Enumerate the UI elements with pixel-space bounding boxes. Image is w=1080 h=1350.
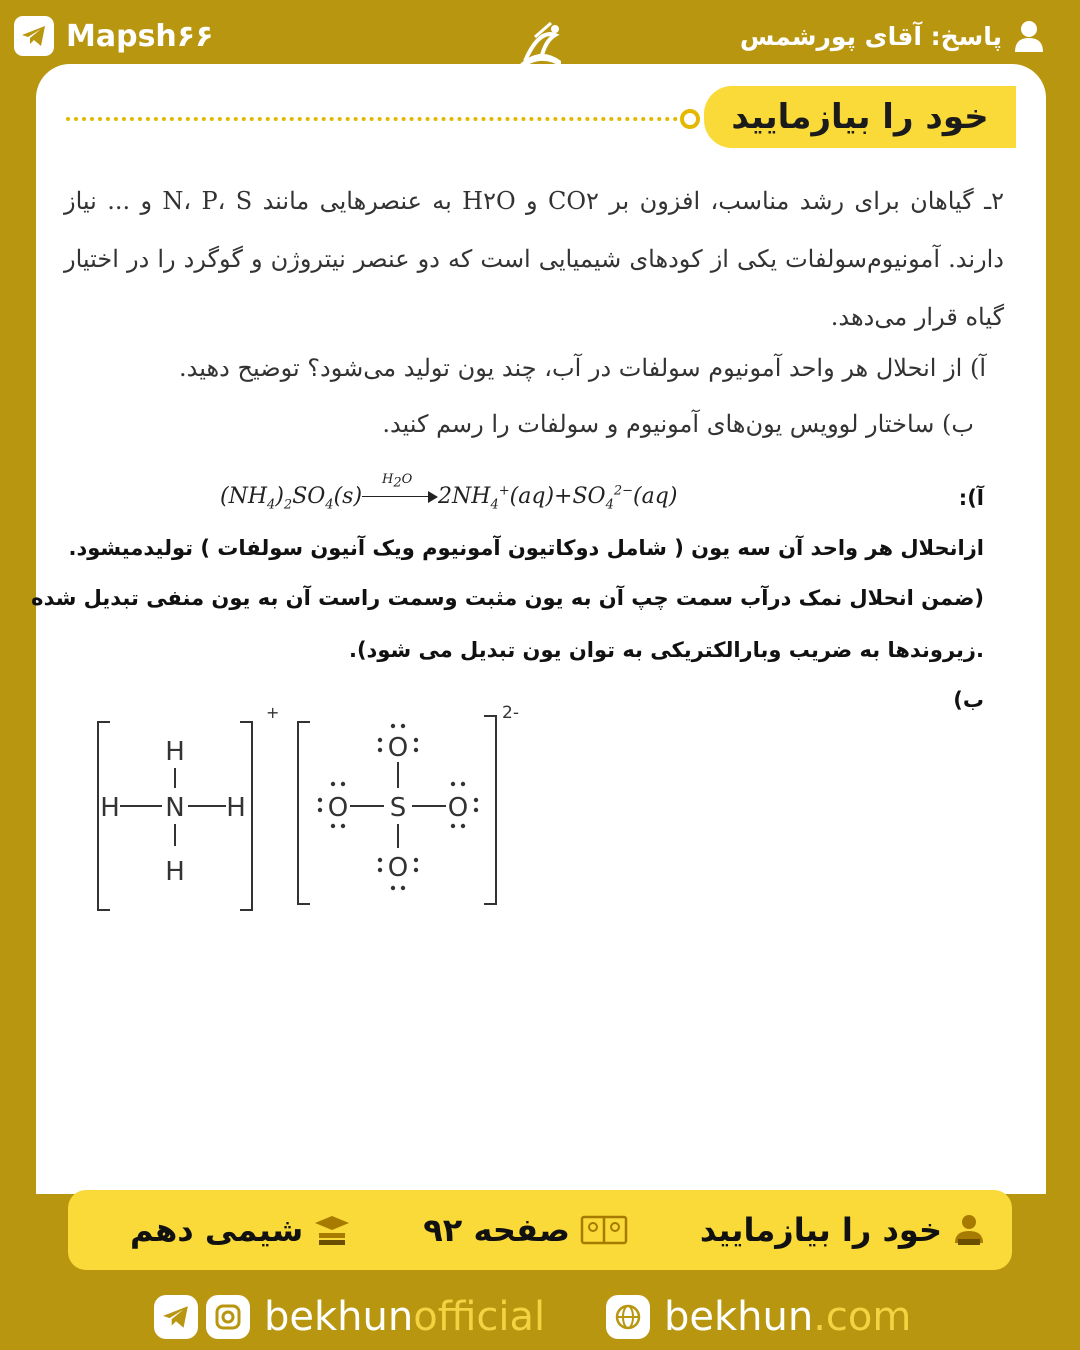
telegram-handle: Mapsh۶۶ (66, 18, 214, 54)
content-card (31, 64, 1046, 1194)
telegram-icon (14, 16, 54, 56)
answer-line-1: ازانحلال هر واحد آن سه یون ( شامل دوکاتیون آمونیوم ویک آنیون سولفات ) تولیدمیشود. (68, 536, 984, 560)
telegram-badge[interactable] (14, 14, 213, 58)
social-handle[interactable] (264, 1294, 545, 1340)
ammonium-center-n: N (165, 793, 185, 823)
footer-bar (68, 1190, 1012, 1270)
sulfate-bottom-o: O (387, 853, 409, 883)
website-url[interactable] (664, 1294, 911, 1340)
social-links[interactable] (154, 1292, 545, 1342)
section-title: خود را بیازمایید (704, 86, 1016, 148)
globe-icon (606, 1295, 650, 1339)
question-part-b: ب) ساختار لوویس یون‌های آمونیوم و سولفات را رسم کنید. (382, 410, 974, 438)
ammonium-bottom-h: H (165, 857, 185, 887)
teacher-icon (952, 1213, 986, 1247)
user-icon (1014, 20, 1044, 52)
dissolution-equation (220, 472, 678, 513)
equation-condition: $H_2O$ (382, 472, 413, 491)
ammonium-left-h: H (100, 793, 120, 823)
sulfate-center-s: S (389, 793, 407, 823)
answer-a-label: آ): (958, 486, 984, 510)
sulfate-left-o: O (327, 793, 349, 823)
reaction-arrow (362, 472, 438, 502)
footer-book-text: شیمی دهم (130, 1211, 304, 1249)
question-paragraph: ۲ـ گیاهان برای رشد مناسب، افزون بر CO۲ و H۲O به عنصرهایی مانند N، P، S و ... نیاز دارند. آمونیوم‌سولفات یکی از کودهای شیمیایی است که دو عنصر نیتروژن و گوگرد را در اختیار گیاه قرار می‌دهد. (64, 187, 1004, 331)
answer-b-label: ب) (953, 688, 984, 712)
answer-by (740, 14, 1044, 58)
answer-by-text: پاسخ: آقای پورشمس (739, 21, 1002, 51)
social-handle-suffix: official (413, 1294, 546, 1340)
instagram-link-icon[interactable] (206, 1295, 250, 1339)
equation-reactant: $(NH_4)_2SO_4(s)$ (220, 484, 363, 513)
telegram-link-icon[interactable] (154, 1295, 198, 1339)
equation-products: $2NH_4^+(aq)+SO_4^{2-}(aq)$ (438, 484, 678, 513)
social-handle-prefix: bekhun (264, 1294, 414, 1340)
section-dotted-line (66, 117, 686, 121)
website-link[interactable] (606, 1292, 911, 1342)
website-url-suffix: .com (813, 1294, 912, 1340)
website-url-prefix: bekhun (664, 1294, 814, 1340)
footer-section (700, 1211, 986, 1249)
answer-line-3: .زیروندها به ضریب وبارالکتریکی به توان یون تبدیل می شود). (348, 638, 984, 662)
book-icon (580, 1213, 628, 1247)
footer-page-text: صفحه ۹۲ (423, 1211, 570, 1249)
lewis-structures (94, 696, 574, 916)
footer-book (130, 1211, 351, 1249)
question-part-a: آ) از انحلال هر واحد آمونیوم سولفات در آب، چند یون تولید می‌شود؟ توضیح دهید. (179, 354, 986, 382)
ammonium-right-h: H (226, 793, 246, 823)
footer-page (423, 1211, 628, 1249)
ammonium-charge: + (266, 703, 280, 722)
footer-section-text: خود را بیازمایید (699, 1211, 942, 1249)
sulfate-charge: 2- (502, 703, 519, 723)
answer-line-2: (ضمن انحلال نمک درآب سمت چپ آن به یون مثبت وسمت راست آن به یون منفی تبدیل شده (31, 586, 984, 610)
section-dot (680, 109, 700, 129)
sulfate-top-o: O (387, 733, 409, 763)
graduation-cap-icon (313, 1213, 351, 1247)
ammonium-top-h: H (165, 737, 185, 767)
sulfate-right-o: O (447, 793, 469, 823)
